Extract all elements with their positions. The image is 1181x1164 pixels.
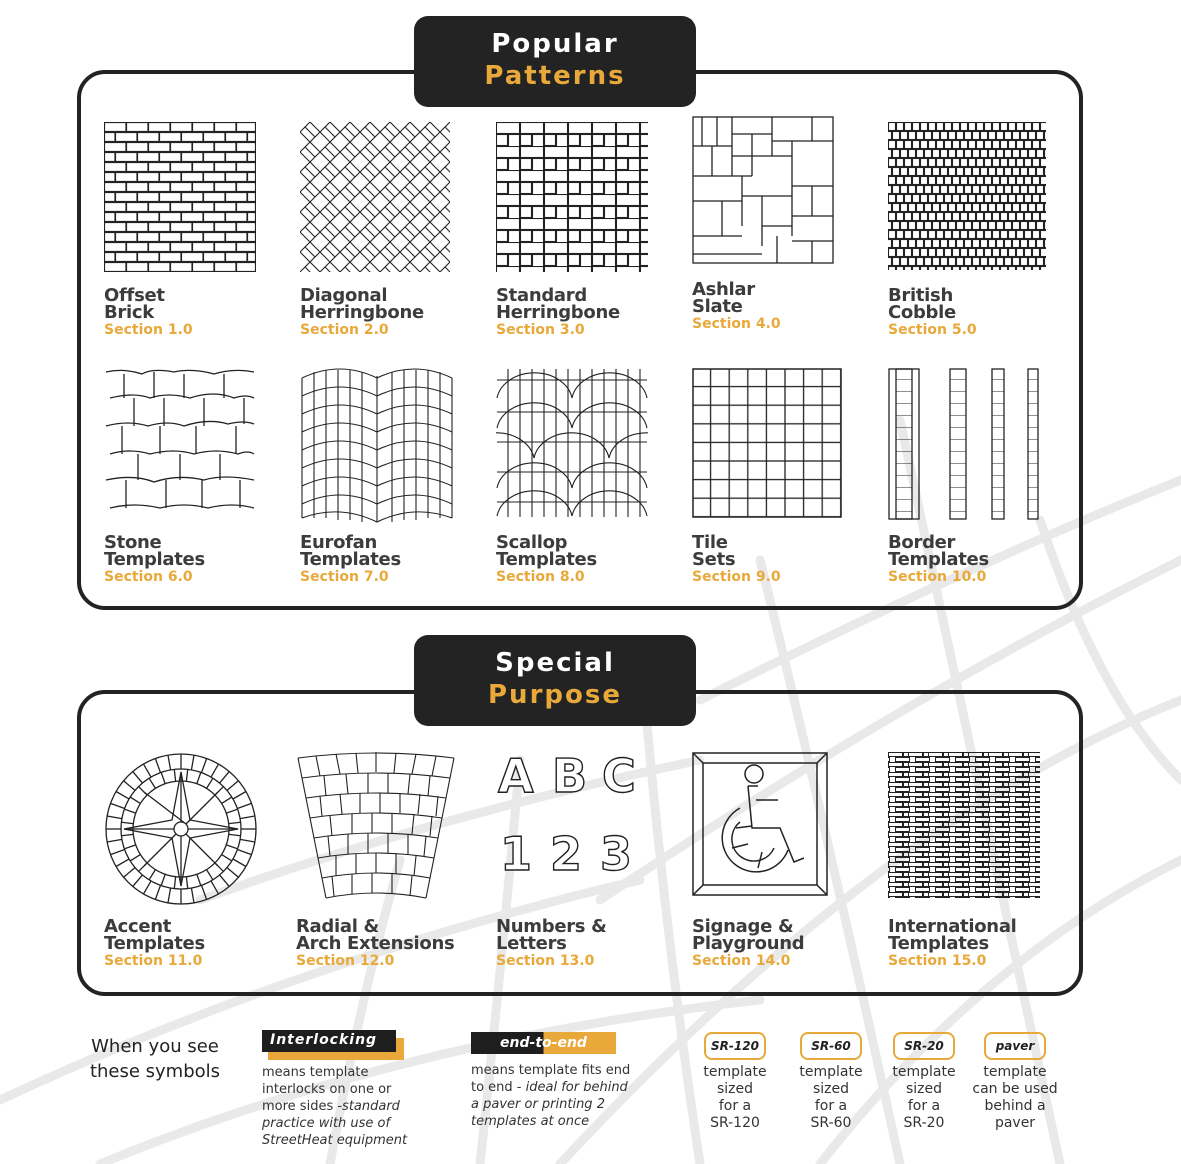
pattern-name-line2: Cobble — [888, 302, 956, 323]
pattern-diagonal-herringbone[interactable] — [300, 122, 490, 338]
pattern-radial-arch-extensions[interactable] — [296, 752, 486, 969]
pattern-name-line1: Signage & — [692, 916, 794, 937]
section-label: Section 15.0 — [888, 953, 987, 969]
sr20-description — [883, 1064, 965, 1132]
pattern-name-line1: Offset — [104, 285, 165, 306]
sr20-line4: SR-20 — [903, 1115, 945, 1131]
british-cobble-pattern-icon — [888, 122, 1046, 270]
sr20-line3: for a — [907, 1098, 941, 1114]
section-label: Section 12.0 — [296, 953, 395, 969]
header-line1: Popular — [491, 29, 619, 59]
pattern-name-line2: Templates — [888, 933, 989, 954]
pattern-stone-templates[interactable] — [104, 368, 294, 585]
section-label: Section 4.0 — [692, 316, 781, 332]
sr60-line3: for a — [814, 1098, 848, 1114]
paver-line3: behind a — [984, 1098, 1046, 1114]
sr20-line1: template — [892, 1064, 956, 1080]
pattern-offset-brick[interactable] — [104, 122, 294, 338]
header-line2: Patterns — [484, 61, 626, 91]
wheelchair-icon — [692, 752, 828, 896]
number-3-glyph: 3 — [600, 827, 633, 881]
end-to-end-description — [471, 1062, 631, 1130]
paver-line1: template — [983, 1064, 1047, 1080]
pattern-name-line2: Herringbone — [496, 302, 620, 323]
numbers-letters-icon — [496, 752, 648, 882]
section-label: Section 2.0 — [300, 322, 389, 338]
sr60-badge: SR-60 — [800, 1032, 862, 1060]
ashlar-slate-pattern-icon — [692, 116, 834, 264]
border-templates-pattern-icon — [888, 368, 1040, 520]
legend-intro-line2: these symbols — [89, 1061, 221, 1082]
popular-patterns-header — [414, 16, 696, 107]
sr120-badge: SR-120 — [704, 1032, 766, 1060]
pattern-eurofan-templates[interactable] — [300, 368, 490, 585]
interlocking-desc-italic: standard practice with use of StreetHeat equipment — [262, 1099, 408, 1148]
pattern-name-line2: Herringbone — [300, 302, 424, 323]
scallop-pattern-icon — [496, 368, 648, 518]
pattern-name-line2: Templates — [300, 549, 401, 570]
pattern-name-line1: Ashlar — [692, 279, 755, 300]
pattern-name-line2: Templates — [104, 933, 205, 954]
pattern-ashlar-slate[interactable] — [692, 116, 882, 332]
pattern-name-line2: Playground — [692, 933, 805, 954]
sr60-line4: SR-60 — [810, 1115, 852, 1131]
sr60-description — [790, 1064, 872, 1132]
eurofan-pattern-icon — [300, 368, 454, 524]
interlocking-badge: Interlocking — [262, 1030, 396, 1052]
letter-b-glyph: B — [552, 752, 588, 803]
pattern-international-templates[interactable] — [888, 752, 1078, 969]
pattern-name-line2: Templates — [888, 549, 989, 570]
pattern-name-line2: Slate — [692, 296, 743, 317]
section-label: Section 9.0 — [692, 569, 781, 585]
pattern-name-line1: Radial & — [296, 916, 379, 937]
end-to-end-badge — [471, 1032, 616, 1054]
pattern-british-cobble[interactable] — [888, 122, 1078, 338]
pattern-name-line1: International — [888, 916, 1017, 937]
pattern-tile-sets[interactable] — [692, 368, 882, 585]
pattern-name-line2: Letters — [496, 933, 567, 954]
section-label: Section 14.0 — [692, 953, 791, 969]
end-badge-part2: to — [535, 1035, 552, 1051]
pattern-signage-playground[interactable] — [692, 752, 882, 969]
offset-brick-pattern-icon — [104, 122, 256, 272]
section-label: Section 7.0 — [300, 569, 389, 585]
number-2-glyph: 2 — [550, 827, 583, 881]
end-badge-part1: end- — [500, 1035, 536, 1051]
legend-intro-line1: When you see — [91, 1036, 219, 1057]
paver-line4: paver — [994, 1115, 1036, 1131]
pattern-accent-templates[interactable] — [104, 752, 294, 969]
sr120-line2: sized — [716, 1081, 754, 1097]
section-label: Section 11.0 — [104, 953, 203, 969]
compass-rose-icon — [104, 752, 258, 906]
section-label: Section 1.0 — [104, 322, 193, 338]
standard-herringbone-pattern-icon — [496, 122, 648, 272]
interlocking-desc-plain: means template interlocks on one or more sides - — [262, 1065, 392, 1114]
pattern-name-line1: Standard — [496, 285, 587, 306]
paver-description — [966, 1064, 1064, 1132]
letter-c-glyph: C — [602, 752, 636, 803]
pattern-name-line1: Scallop — [496, 532, 568, 553]
interlocking-description — [262, 1064, 422, 1149]
end-desc-plain: means template fits end to end - — [471, 1063, 631, 1095]
pattern-name-line1: Accent — [104, 916, 172, 937]
number-1-glyph: 1 — [500, 827, 533, 881]
paver-badge: paver — [984, 1032, 1046, 1060]
pattern-name-line2: Sets — [692, 549, 736, 570]
pattern-name-line1: Eurofan — [300, 532, 378, 553]
section-label: Section 10.0 — [888, 569, 987, 585]
legend-intro — [88, 1034, 222, 1084]
section-label: Section 13.0 — [496, 953, 595, 969]
sr20-line2: sized — [905, 1081, 943, 1097]
diagonal-herringbone-pattern-icon — [300, 122, 450, 272]
stone-templates-pattern-icon — [104, 368, 256, 520]
section-label: Section 5.0 — [888, 322, 977, 338]
letter-a-glyph: A — [498, 752, 534, 803]
end-desc-italic: ideal for behind a paver or printing 2 templates at once — [471, 1080, 628, 1129]
pattern-standard-herringbone[interactable] — [496, 122, 686, 338]
sr120-line3: for a — [718, 1098, 752, 1114]
pattern-name-line2: Templates — [496, 549, 597, 570]
sr60-line1: template — [799, 1064, 863, 1080]
pattern-name-line1: Border — [888, 532, 956, 553]
paver-line2: can be used — [972, 1081, 1058, 1097]
sr120-line1: template — [703, 1064, 767, 1080]
pattern-name-line2: Brick — [104, 302, 154, 323]
pattern-name-line1: British — [888, 285, 953, 306]
pattern-name-line1: Diagonal — [300, 285, 388, 306]
section-label: Section 6.0 — [104, 569, 193, 585]
pattern-numbers-letters[interactable] — [496, 752, 686, 969]
header-line1: Special — [495, 648, 615, 678]
pattern-scallop-templates[interactable] — [496, 368, 686, 585]
sr120-description — [694, 1064, 776, 1132]
tile-sets-pattern-icon — [692, 368, 842, 518]
pattern-name-line1: Numbers & — [496, 916, 607, 937]
end-badge-part3: -end — [551, 1035, 587, 1051]
pattern-name-line1: Stone — [104, 532, 162, 553]
pattern-border-templates[interactable] — [888, 368, 1078, 585]
international-pattern-icon — [888, 752, 1040, 898]
pattern-name-line2: Arch Extensions — [296, 933, 455, 954]
radial-arch-pattern-icon — [296, 752, 456, 902]
pattern-name-line1: Tile — [692, 532, 728, 553]
section-label: Section 3.0 — [496, 322, 585, 338]
sr120-line4: SR-120 — [710, 1115, 760, 1131]
sr60-line2: sized — [812, 1081, 850, 1097]
section-label: Section 8.0 — [496, 569, 585, 585]
pattern-name-line2: Templates — [104, 549, 205, 570]
header-line2: Purpose — [488, 680, 622, 710]
special-purpose-header — [414, 635, 696, 726]
sr20-badge: SR-20 — [893, 1032, 955, 1060]
